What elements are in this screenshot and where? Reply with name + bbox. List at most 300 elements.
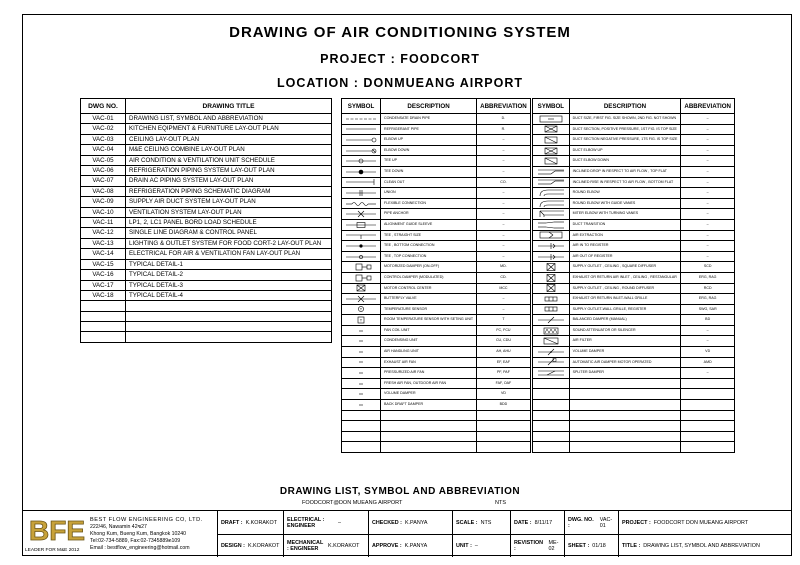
tee-up-symbol-icon [342,156,381,167]
symbol-abbreviation: – [681,336,735,347]
volume-symbol-icon [533,347,570,358]
dwg-no-cell: VAC-14 [81,249,126,259]
dwg-title-cell: CEILING LAY-OUT PLAN [126,134,332,144]
symbol-abbreviation: MCC [477,283,531,294]
drawing-list-row [81,290,332,300]
flex-symbol-icon [342,198,381,209]
symbol-abbreviation [681,389,735,400]
symbol-description: BALANCED DAMPER (MANUAL) [569,315,681,326]
symbol-row [533,410,735,421]
blank-symbol-icon [342,410,381,421]
drawing-list-row [81,270,332,280]
damper-cd-symbol-icon [342,272,381,283]
drop-symbol-icon [533,166,570,177]
symbol-abbreviation: BD [681,315,735,326]
dwg-no-cell [81,311,126,321]
symbol-description: REFRIGERANT PIPE [381,124,477,135]
symbol-row [342,315,531,326]
approve-cell [368,534,452,557]
symbol-row [533,219,735,230]
symbol-row [342,230,531,241]
line-symbol-icon [342,124,381,135]
symbol-abbreviation: – [681,368,735,379]
transition-symbol-icon [533,219,570,230]
symbol-abbreviation: ERG, RAG [681,294,735,305]
symbol-row [342,145,531,156]
wall-grille-symbol-icon [533,294,570,305]
symbol-abbreviation [477,421,531,432]
drawing-list-row [81,166,332,176]
drawing-list-row [81,218,332,228]
draft-value: K.KORAKOT [245,519,278,526]
temp-sensor-symbol-icon [342,304,381,315]
title-block [22,510,792,557]
symbol-description: SUPPLY OUTLET , CEILING , SQUARE DIFFUSER [569,262,681,273]
symbol-abbreviation [477,442,531,453]
project-label: PROJECT : [622,519,651,526]
dash-symbol-icon [342,368,381,379]
symbol-row [533,230,735,241]
symbol-description: TEE , STRAIGHT SIZE [381,230,477,241]
blank-symbol-icon [533,431,570,442]
symbol-description: DUCT SECTION NEGATIVE PRESSURE, 1TS FIG. IS TOP SIZE [569,135,681,146]
symbol-abbreviation: – [477,145,531,156]
symbol-description: CONDENSING UNIT [381,336,477,347]
symbol-row [342,410,531,421]
symbol-abbreviation [681,410,735,421]
dwg-title-cell: SINGLE LINE DIAGRAM & CONTROL PANEL [126,228,332,238]
revision-value: ME-02 [548,539,559,552]
symbol-row [533,325,735,336]
dwg-title-cell: TYPICAL DETAIL-1 [126,259,332,269]
dwg-title-header: DRAWING TITLE [126,99,332,114]
tee-bottom-symbol-icon [342,241,381,252]
symbol-row [533,145,735,156]
symbol-row [533,347,735,358]
dwg-no-cell: VAC-08 [81,186,126,196]
exhaust-symbol-icon [533,272,570,283]
blank-symbol-icon [533,421,570,432]
dwg-no-cell [81,332,126,342]
drawing-list-row [81,124,332,134]
symbol-row [342,325,531,336]
design-value: K.KORAKOT [247,542,280,549]
dwg-no-cell: VAC-16 [81,270,126,280]
drawing-list-row [81,197,332,207]
symbol-row [342,135,531,146]
elbow-down-symbol-icon [342,145,381,156]
dash-symbol-icon [342,400,381,411]
butterfly-symbol-icon [342,294,381,305]
symbol-abbreviation: ERG, RAG [681,272,735,283]
symbol-header: SYMBOL [533,99,570,114]
dwg-no-cell: VAC-01 [81,114,126,124]
duct-size-symbol-icon [533,114,570,125]
revision-label: REVISTION : [514,539,544,552]
sheet-scale-note: NTS [495,500,506,506]
dwg-no-cell: VAC-03 [81,134,126,144]
symbol-description: TEE DOWN [381,166,477,177]
symbol-table-right [532,98,735,453]
symbol-abbreviation: SWG, SAR [681,304,735,315]
drawing-list-row [81,207,332,217]
title-value: DRAWING LIST, SYMBOL AND ABBREVIATION [643,542,760,549]
symbol-row [342,347,531,358]
symbol-row [342,294,531,305]
symbol-abbreviation: – [477,294,531,305]
drawing-list-row [81,249,332,259]
symbol-row [533,241,735,252]
symbol-description: TEE UP [381,156,477,167]
symbol-description: CONDENSATE DRAIN PIPE [381,114,477,125]
symbol-abbreviation: – [681,166,735,177]
symbol-description: PIPE ANCHOR [381,209,477,220]
drawing-list-row [81,322,332,332]
symbol-row [533,421,735,432]
symbol-abbreviation: FC, FCU [477,325,531,336]
symbol-abbreviation: RCD [681,283,735,294]
symbol-row [533,283,735,294]
symbol-row [533,336,735,347]
symbol-row [342,400,531,411]
symbol-abbreviation [681,378,735,389]
dash-symbol-icon [342,325,381,336]
symbol-abbreviation: EF, EAF [477,357,531,368]
sheet-title: DRAWING LIST, SYMBOL AND ABBREVIATION [279,486,521,497]
symbol-description: CLEAN OUT [381,177,477,188]
symbol-abbreviation: – [681,145,735,156]
dwg-no-cell: VAC-07 [81,176,126,186]
symbol-header: SYMBOL [342,99,381,114]
dwg-title-cell: TYPICAL DETAIL-2 [126,270,332,280]
symbol-abbreviation: – [681,325,735,336]
tee-top-symbol-icon [342,251,381,262]
symbol-description: FAN COIL UNIT [381,325,477,336]
location-title: LOCATION : DONMUEANG AIRPORT [276,76,524,90]
symbol-row [342,336,531,347]
symbol-description: PRESSURIZED AIR FAN [381,368,477,379]
symbol-abbreviation: – [477,198,531,209]
anchor-symbol-icon [342,209,381,220]
mcc-symbol-icon [342,283,381,294]
dwg-no-cell: VAC-18 [81,290,126,300]
symbol-abbreviation: – [681,209,735,220]
dash-symbol-icon [342,336,381,347]
scale-value: NTS [480,519,492,526]
bfe-logo-icon [26,515,88,545]
dwg-no-cell: VAC-02 [81,124,126,134]
dwg-no-cell: VAC-09 [81,197,126,207]
symbol-description: DUCT ELBOW UP [569,145,681,156]
symbol-abbreviation: – [477,188,531,199]
dwg-title-cell: DRAWING LIST, SYMBOL AND ABBREVIATION [126,114,332,124]
blank-symbol-icon [342,442,381,453]
symbol-description: UNION [381,188,477,199]
symbol-abbreviation: – [681,156,735,167]
title-cell [618,534,792,557]
symbol-row [533,272,735,283]
symbol-description: AUTOMATIC AIR DAMPER MOTOR OPERATED [569,357,681,368]
symbol-row [342,304,531,315]
symbol-abbreviation: – [681,114,735,125]
drawing-list-row [81,301,332,311]
drawing-list-row [81,176,332,186]
symbol-description: MOTOR CONTROL CENTER [381,283,477,294]
duct-up-symbol-icon [533,145,570,156]
drawing-list-row [81,186,332,196]
symbol-row [342,209,531,220]
symbol-description: TEE , BOTTOM CONNECTION [381,241,477,252]
symbol-description: DUCT TRANSITION [569,219,681,230]
symbol-row [533,389,735,400]
extraction-symbol-icon [533,230,570,241]
draft-cell [217,511,283,534]
blank-symbol-icon [342,421,381,432]
symbol-description: DUCT SECTION, POSITIVE PRESSURE, 1ST FIG. IS TOP SIZE [569,124,681,135]
symbol-description: ROUND ELBOW [569,188,681,199]
drawing-list-row [81,280,332,290]
symbol-abbreviation [477,410,531,421]
logo-text: BFE [29,515,85,545]
drawing-title: DRAWING OF AIR CONDITIONING SYSTEM [229,24,571,41]
symbol-row [342,251,531,262]
blank-symbol-icon [533,389,570,400]
drawing-list-table [80,98,332,343]
thermostat-symbol-icon [342,315,381,326]
symbol-abbreviation: – [477,251,531,262]
symbol-abbreviation: T [477,315,531,326]
symbol-description: VOLUME DAMPER [381,389,477,400]
electrical-label: ELECTRICAL : ENGINEER [287,516,325,529]
symbol-description: BACK DRAFT DAMPER [381,400,477,411]
company-email: Email : bestflow_engineering@hotmail.com [90,545,190,551]
symbol-row [533,209,735,220]
symbol-description: EXHAUST AIR FAN [381,357,477,368]
symbol-description: DUCT SIZE, FIRST FIG. SIZE SHOWN, 2ND FIG. NOT SHOWN [569,114,681,125]
dwg-title-cell: AIR CONDITION & VENTILATION UNIT SCHEDULE [126,155,332,165]
symbol-row [533,198,735,209]
dwg-no-cell: VAC-10 [81,207,126,217]
dwg-no-cell [81,322,126,332]
svg-text:T: T [359,307,363,313]
dwg-no-cell [564,511,618,534]
dwg-no-header: DWG NO. [81,99,126,114]
blank-symbol-icon [533,400,570,411]
mechanical-cell [283,534,368,557]
drawing-list-row [81,228,332,238]
electrical-value: – [338,519,341,526]
round-elbow-symbol-icon [533,188,570,199]
symbol-description: AIR OUT OF REGISTER [569,251,681,262]
symbol-row [533,177,735,188]
balanced-symbol-icon [533,315,570,326]
symbol-description: ALIGNMENT GUIDE SLEEVE [381,219,477,230]
dash-symbol-icon [342,347,381,358]
symbol-row [342,262,531,273]
symbol-abbreviation: FAF, OAF [477,378,531,389]
elbow-up-symbol-icon [342,135,381,146]
revision-cell [510,534,564,557]
abbreviation-header: ABBREVIATION [477,99,531,114]
description-header: DESCRIPTION [569,99,681,114]
symbol-row [342,421,531,432]
symbol-description [569,410,681,421]
approve-value: K.PANYA [404,542,428,549]
symbol-abbreviation: – [477,219,531,230]
splitter-symbol-icon [533,368,570,379]
symbol-row [533,294,735,305]
symbol-description: AIR EXTRACTION [569,230,681,241]
symbol-description: TEMPERATURE SENSOR [381,304,477,315]
symbol-description: INCLINED RISE IN RESPECT TO AIR FLOW , BOTTOM FLAT [569,177,681,188]
round-diff-symbol-icon [533,283,570,294]
symbol-row [342,156,531,167]
dwg-title-cell [126,322,332,332]
sheet-cell [564,534,618,557]
symbol-description: DUCT ELBOW DOWN [569,156,681,167]
unit-label: UNIT : [456,542,472,549]
svg-text:T: T [359,317,363,323]
symbol-description: ROUND ELBOW WITH GUIDE VANES [569,198,681,209]
drawing-list-row [81,145,332,155]
dwg-title-cell: DRAIN AC PIPING SYSTEM LAY-OUT PLAN [126,176,332,186]
mechanical-value: K.KORAKOT [328,542,360,549]
air-out-symbol-icon [533,251,570,262]
blank-symbol-icon [533,378,570,389]
symbol-row [533,166,735,177]
symbol-abbreviation: – [477,241,531,252]
symbol-row [533,251,735,262]
symbol-description: FLEXIBLE CONNECTION [381,198,477,209]
symbol-abbreviation: – [681,124,735,135]
duct-down-symbol-icon [533,156,570,167]
symbol-description: SOUND ATTENUATOR OR SILENCER [569,325,681,336]
drawing-list-row [81,259,332,269]
symbol-description [569,378,681,389]
symbol-description [569,421,681,432]
dwg-title-cell: TYPICAL DETAIL-3 [126,280,332,290]
checked-value: K.PANYA [404,519,428,526]
checked-cell [368,511,452,534]
dwg-title-cell: REFRIGERATION PIPING SCHEMATIC DIAGRAM [126,186,332,196]
symbol-abbreviation [681,400,735,411]
design-label: DESIGN : [221,542,245,549]
symbol-abbreviation: CU, CDU [477,336,531,347]
abbreviation-header: ABBREVIATION [681,99,735,114]
symbol-row [342,442,531,453]
symbol-abbreviation [477,431,531,442]
duct-neg-symbol-icon [533,135,570,146]
drawing-list-row [81,114,332,124]
symbol-row [533,378,735,389]
company-name: BEST FLOW ENGINEERING CO, LTD. [90,517,203,523]
symbol-description [381,410,477,421]
symbol-abbreviation: – [477,166,531,177]
attenuator-symbol-icon [533,325,570,336]
drawing-list-row [81,134,332,144]
company-address-2: Khong Kum, Bueng Kum, Bangkok 10240 [90,531,187,537]
symbol-abbreviation: – [681,188,735,199]
dwg-title-cell: ELECTRICAL FOR AIR & VENTILATION FAN LAY-OUT PLAN [126,249,332,259]
symbol-row [342,389,531,400]
diffuser-symbol-icon [533,262,570,273]
clean-out-symbol-icon [342,177,381,188]
symbol-abbreviation: – [477,304,531,315]
sheet-label: SHEET : [568,542,590,549]
dwg-title-cell: REFRIGERATION PIPING SYSTEM LAY-OUT PLAN [126,166,332,176]
symbol-description: MITER ELBOW WITH TURNING VANES [569,209,681,220]
symbol-row [342,283,531,294]
sleeve-symbol-icon [342,219,381,230]
symbol-abbreviation: – [681,198,735,209]
symbol-description: EXHAUST OR RETURN AIR INLET , CEILING , RESTANGULAR [569,272,681,283]
symbol-description [569,400,681,411]
symbol-description: TEE , TOP CONNECTION [381,251,477,262]
dwg-no-cell: VAC-15 [81,259,126,269]
symbol-description [381,442,477,453]
symbol-row [342,188,531,199]
symbol-abbreviation: CD. [477,272,531,283]
symbol-row [533,124,735,135]
dash-symbol-icon [342,389,381,400]
dwg-no-cell: VAC-11 [81,218,126,228]
logo-tagline: LEADER FOR M&E 2012 [25,548,80,553]
project-cell [618,511,792,534]
symbol-description: SUPPLY OUTLET-WALL GRILLE, REGISTER [569,304,681,315]
symbol-row [533,188,735,199]
symbol-description: AIR FILTER [569,336,681,347]
dash-symbol-icon [342,357,381,368]
symbol-description: SUPPLY OUTLET , CEILING , ROUND DIFFUSER [569,283,681,294]
symbol-abbreviation: D. [477,114,531,125]
drawing-list-row [81,238,332,248]
company-info [90,517,203,552]
rise-symbol-icon [533,177,570,188]
symbol-description: SPLITER DAMPER [569,368,681,379]
symbol-abbreviation: – [477,156,531,167]
symbol-description: BUTTERFLY VALVE [381,294,477,305]
symbol-description: ELBOW DOWN [381,145,477,156]
tee-straight-symbol-icon [342,230,381,241]
symbol-description: AIR HANDLING UNIT [381,347,477,358]
duct-pos-symbol-icon [533,124,570,135]
symbol-description: INCLINED DROP IN RESPECT TO AIR FLOW , TOP FLAT [569,166,681,177]
mechanical-label: MECHANICAL : ENGINEER [287,539,324,552]
drawing-list-row [81,311,332,321]
unit-value: – [474,542,478,549]
symbol-abbreviation: AH, AHU [477,347,531,358]
blank-symbol-icon [342,431,381,442]
dwg-title-cell: LP1, 2, LC1 PANEL BORD LOAD SCHEDULE [126,218,332,228]
line-dash-symbol-icon [342,114,381,125]
unit-cell [452,534,510,557]
symbol-description [381,421,477,432]
symbol-row [342,124,531,135]
symbol-description: MOTORIZED DAMPER (ON-OFF) [381,262,477,273]
dwg-title-cell: KITCHEN EQIPMENT & FURNITURE LAY-OUT PLAN [126,124,332,134]
scale-label: SCALE : [456,519,478,526]
symbol-description [569,431,681,442]
symbol-abbreviation: – [477,209,531,220]
description-header: DESCRIPTION [381,99,477,114]
auto-damper-symbol-icon [533,357,570,368]
symbol-description: VOLUME DAMPER [569,347,681,358]
blank-symbol-icon [533,442,570,453]
symbol-row [533,135,735,146]
sheet-subtitle: FOODCORT@DON MUEANG AIRPORT [302,500,403,506]
symbol-row [533,262,735,273]
drawing-list-row [81,332,332,342]
